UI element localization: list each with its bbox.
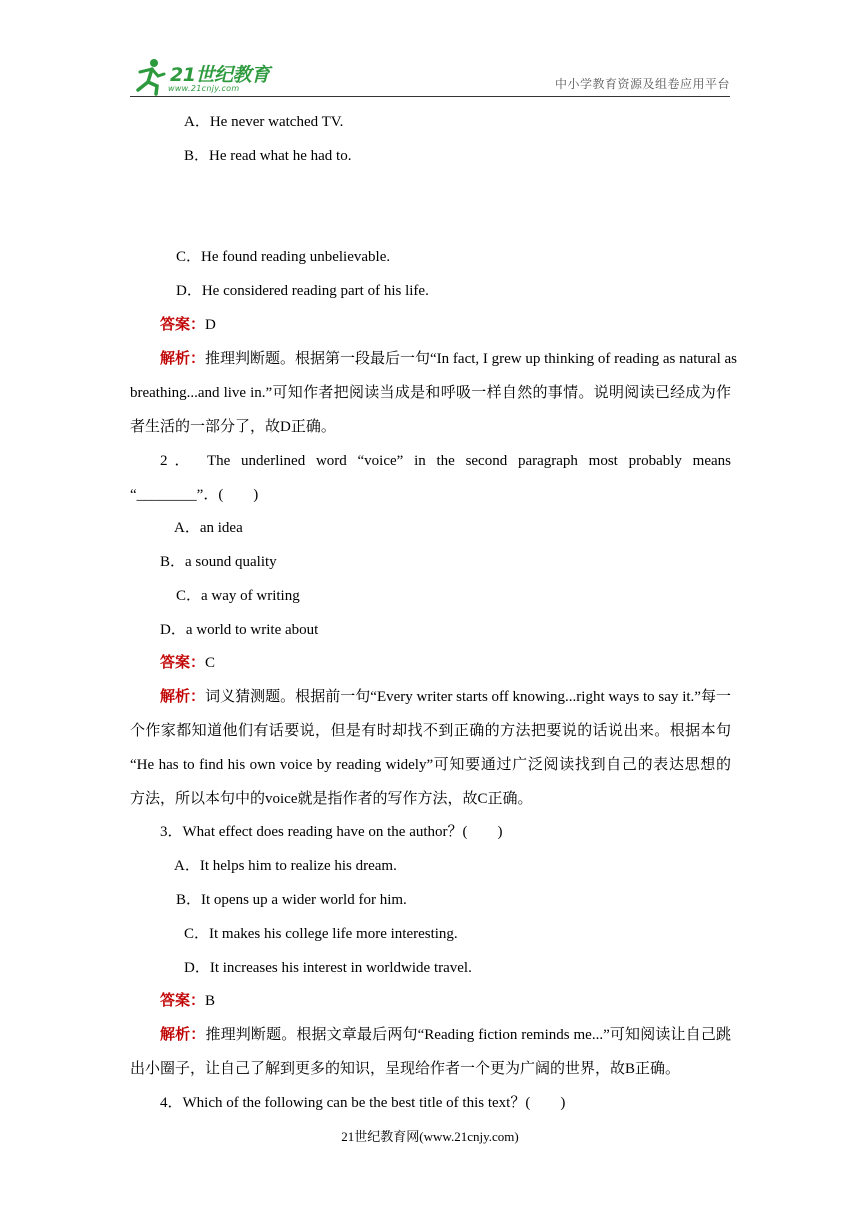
q3-option-a: A．It helps him to realize his dream. (174, 858, 397, 874)
q2-answer (160, 653, 215, 673)
q3-option-c: C．It makes his college life more interesting. (184, 926, 458, 942)
q3-option-d: D．It increases his interest in worldwide travel. (184, 960, 472, 976)
page-footer: 21世纪教育网(www.21cnjy.com) (341, 1129, 519, 1144)
q1-answer (160, 315, 216, 335)
analysis-text: 词义猜测题。根据前一句“Every writer starts off knowing...right ways to say it.”每一 (205, 689, 731, 705)
q1-option-c: C．He found reading unbelievable. (176, 249, 391, 265)
q1-option-b: B．He read what he had to. (184, 148, 352, 164)
q2-analysis-line-4: 方法，所以本句中的voice就是指作者的写作方法，故C正确。 (130, 791, 533, 807)
logo-url: www.21cnjy.com (168, 84, 240, 93)
q2-option-d: D．a world to write about (160, 622, 319, 638)
q3-stem: 3．What effect does reading have on the author？( ) (160, 824, 503, 840)
q2-option-b: B．a sound quality (160, 554, 277, 570)
q4-stem: 4．Which of the following can be the best title of this text？( ) (160, 1095, 566, 1111)
q1-option-a: A．He never watched TV. (184, 114, 344, 130)
q3-analysis-line-2: 出小圈子，让自己了解到更多的知识，呈现给作者一个更为广阔的世界，故B正确。 (130, 1061, 681, 1077)
header-tagline: 中小学教育资源及组卷应用平台 (554, 77, 730, 91)
q1-analysis-line-2: breathing...and live in.”可知作者把阅读当成是和呼吸一样自然的事情。说明阅读已经成为作 (130, 385, 731, 401)
q1-analysis-line-3: 者生活的一部分了，故D正确。 (130, 419, 336, 435)
q2-option-c: C．a way of writing (176, 588, 300, 604)
analysis-label: 解析： (160, 351, 206, 367)
q2-stem-line-2: “________”．( ) (130, 487, 259, 503)
q2-stem-line-1: 2． The underlined word “voice” in the second paragraph most probably means (160, 453, 731, 469)
answer-label: 答案： (160, 317, 206, 333)
q2-analysis-line-3: “He has to find his own voice by reading widely”可知要通过广泛阅读找到自己的表达思想的 (130, 757, 731, 773)
analysis-label: 解析： (160, 689, 206, 705)
logo-text: 21世纪教育 (170, 64, 270, 86)
q3-option-b: B．It opens up a wider world for him. (176, 892, 407, 908)
logo (130, 56, 290, 96)
page-header (130, 56, 730, 97)
q2-analysis-line-1 (160, 687, 731, 707)
analysis-text: 推理判断题。根据第一段最后一句“In fact, I grew up thinking of reading as natural as (205, 351, 737, 367)
runner-icon (130, 56, 170, 96)
q2-option-a: A．an idea (174, 520, 243, 536)
q2-analysis-line-2: 个作家都知道他们有话要说，但是有时却找不到正确的方法把要说的话说出来。根据本句 (130, 723, 731, 739)
q3-answer (160, 991, 215, 1011)
analysis-label: 解析： (160, 1027, 206, 1043)
q3-analysis-line-1 (160, 1025, 731, 1045)
answer-value: D (205, 317, 216, 333)
answer-label: 答案： (160, 655, 206, 671)
answer-value: C (205, 655, 216, 671)
q1-option-d: D．He considered reading part of his life. (176, 283, 429, 299)
answer-label: 答案： (160, 993, 206, 1009)
analysis-text: 推理判断题。根据文章最后两句“Reading fiction reminds me...”可知阅读让自己跳 (205, 1027, 731, 1043)
answer-value: B (205, 993, 216, 1009)
q1-analysis-line-1 (160, 349, 737, 369)
